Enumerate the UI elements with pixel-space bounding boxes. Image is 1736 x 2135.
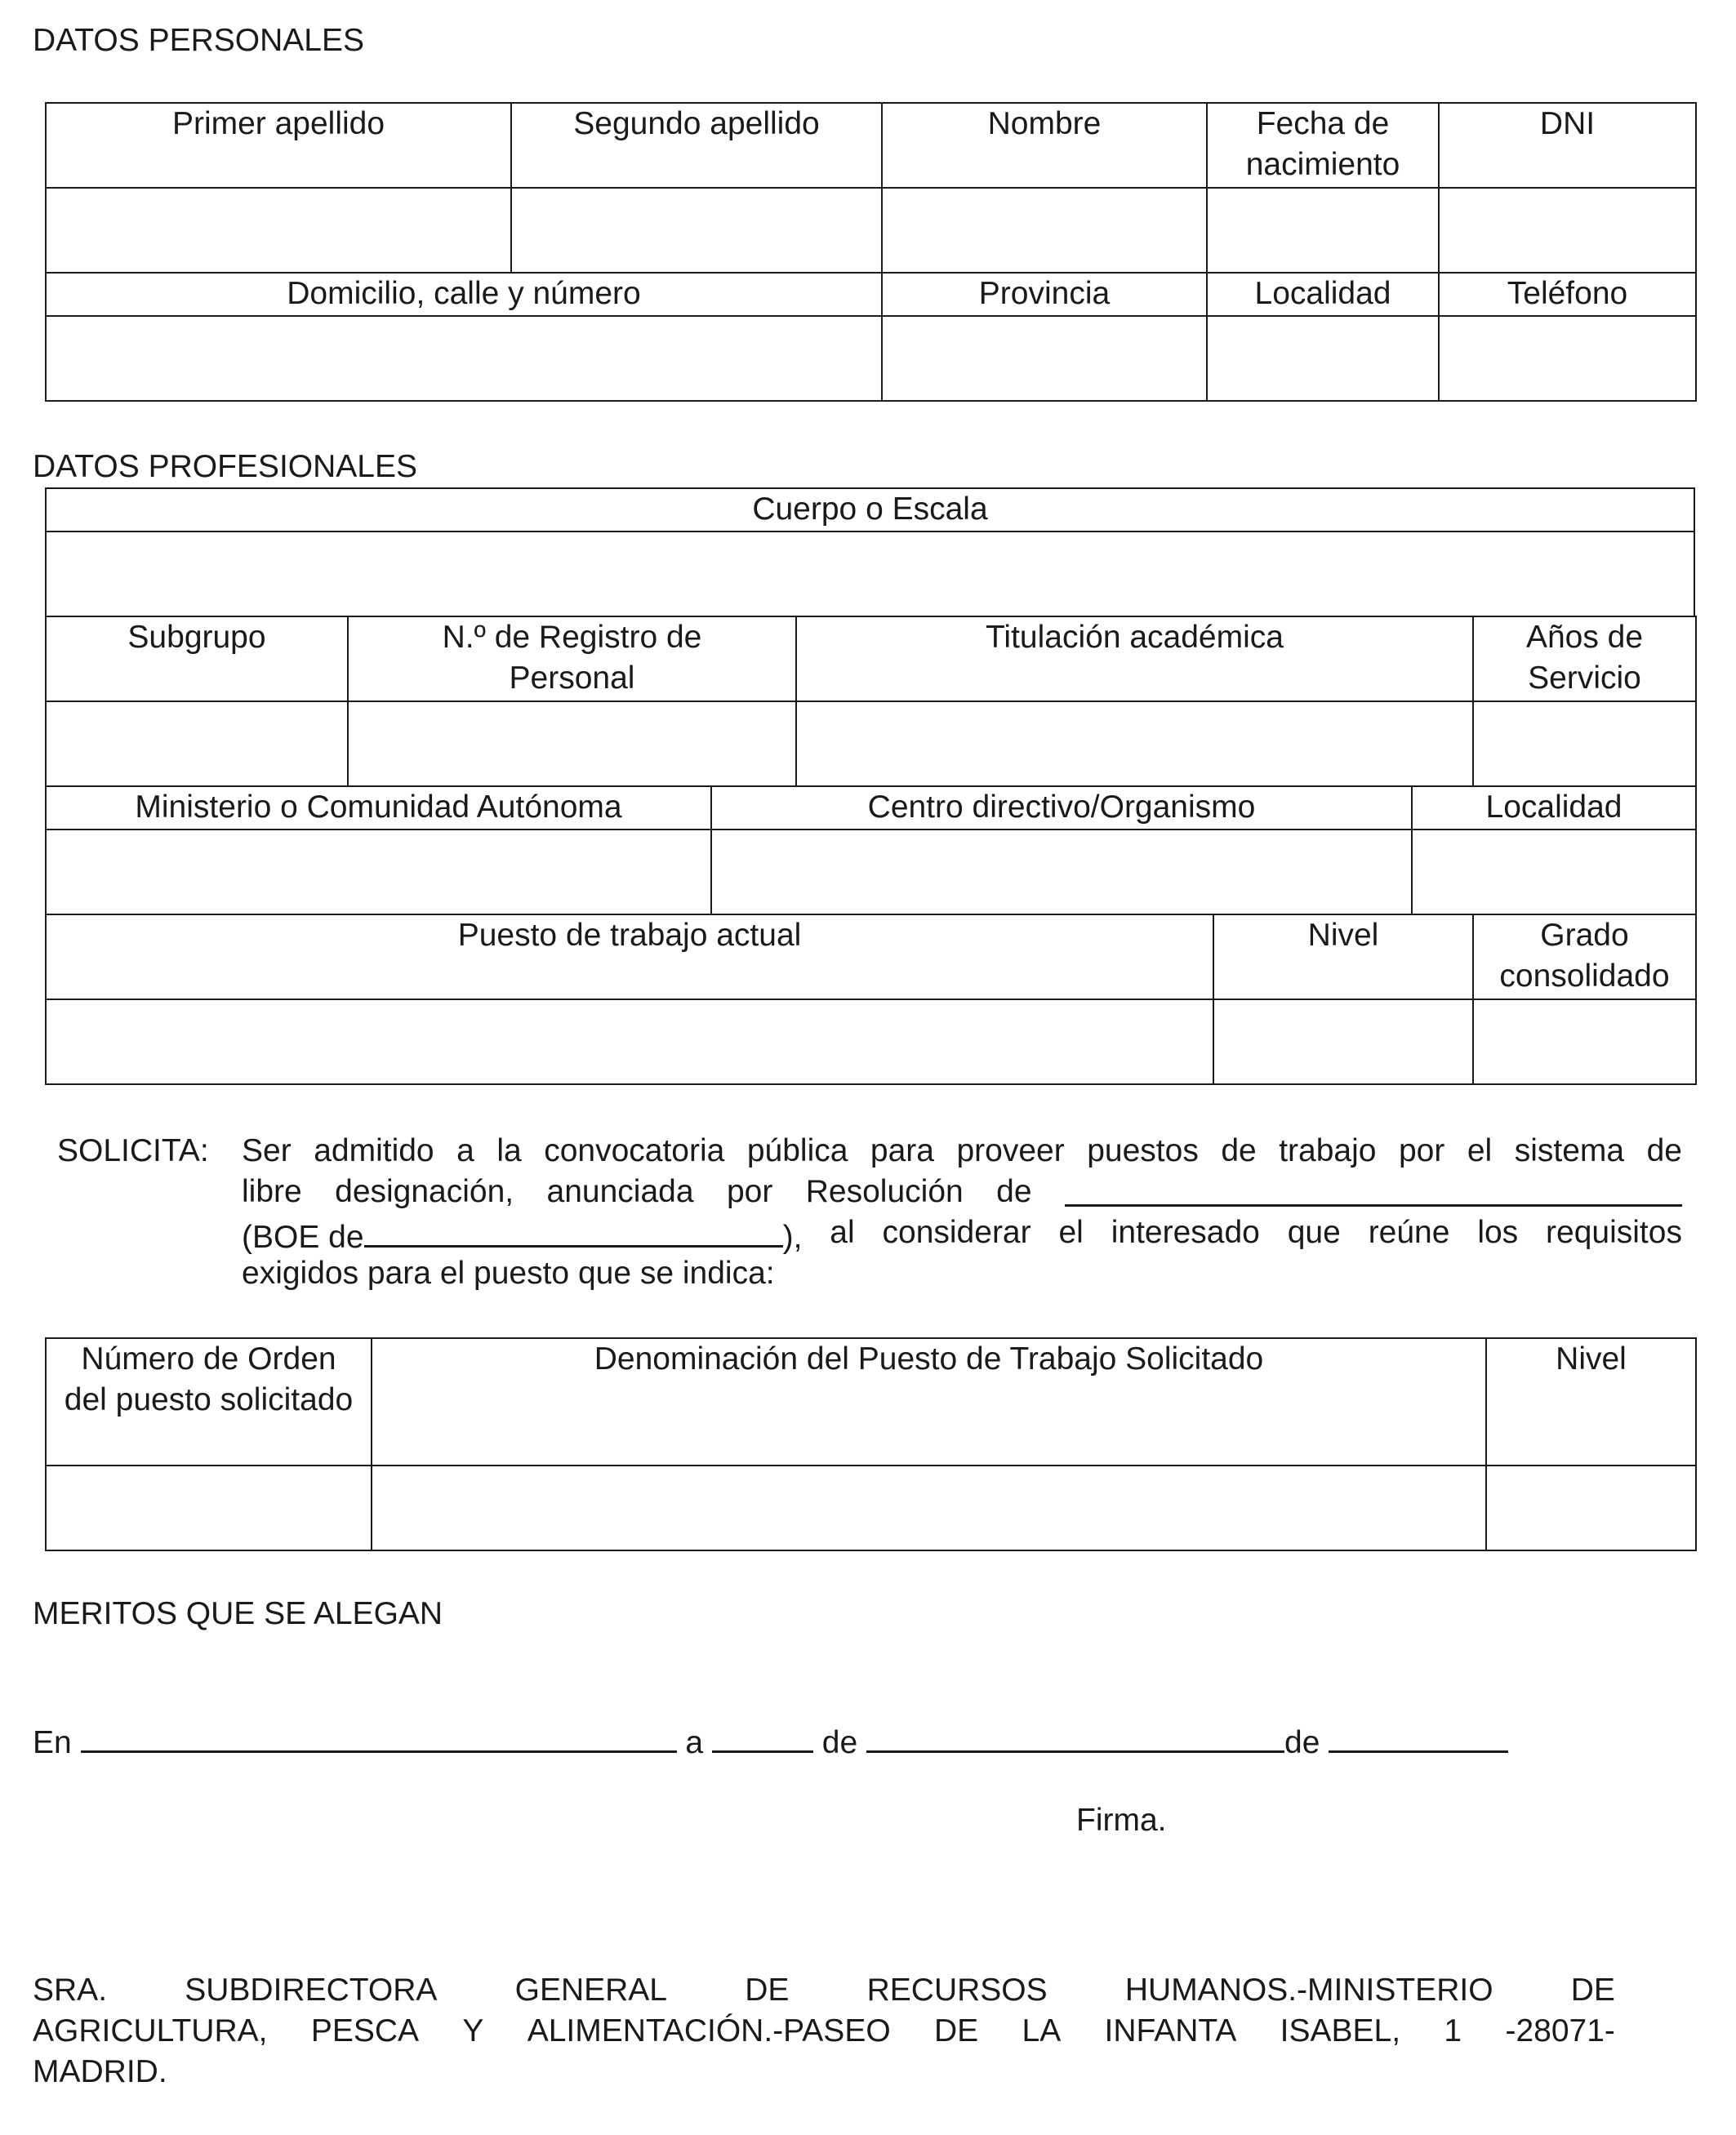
field-titulacion[interactable] (796, 701, 1473, 786)
recipient-address (33, 1970, 1615, 2093)
field-grado-consolidado[interactable] (1473, 999, 1696, 1084)
field-subgrupo[interactable] (46, 701, 348, 786)
field-segundo-apellido[interactable] (511, 188, 882, 273)
solicita-label: SOLICITA: (57, 1133, 209, 1168)
professional-subgrupo-table (45, 616, 1697, 787)
field-domicilio[interactable] (46, 316, 882, 401)
year-field[interactable] (1329, 1718, 1508, 1753)
field-registro-personal[interactable] (348, 701, 796, 786)
month-field[interactable] (866, 1718, 1284, 1753)
recipient-line-3: MADRID. (33, 2054, 167, 2089)
boe-date-field[interactable] (364, 1212, 783, 1248)
section-title-professional: DATOS PROFESIONALES (33, 449, 418, 484)
professional-puesto-table (45, 914, 1697, 1085)
header-nombre: Nombre (882, 103, 1207, 188)
field-nivel-actual[interactable] (1213, 999, 1473, 1084)
field-cuerpo-escala[interactable] (46, 532, 1694, 616)
field-primer-apellido[interactable] (46, 188, 511, 273)
field-provincia[interactable] (882, 316, 1207, 401)
header-dni: DNI (1439, 103, 1696, 188)
field-numero-orden[interactable] (46, 1466, 372, 1550)
date-line: En a de de (33, 1718, 1508, 1764)
header-cuerpo-escala: Cuerpo o Escala (46, 488, 1694, 532)
header-domicilio: Domicilio, calle y número (46, 273, 882, 316)
header-localidad: Localidad (1207, 273, 1439, 316)
solicita-paragraph (242, 1131, 1682, 1294)
header-provincia: Provincia (882, 273, 1207, 316)
header-denominacion-puesto: Denominación del Puesto de Trabajo Solicitado (372, 1338, 1486, 1466)
solicita-line-1: Ser admitido a la convocatoria pública para proveer puestos de trabajo por el sistema de (242, 1133, 1682, 1168)
header-subgrupo: Subgrupo (46, 616, 348, 701)
field-dni[interactable] (1439, 188, 1696, 273)
field-nivel-solicitado[interactable] (1486, 1466, 1696, 1550)
personal-data-table (45, 102, 1697, 402)
field-ministerio[interactable] (46, 830, 711, 914)
place-field[interactable] (81, 1718, 677, 1753)
field-telefono[interactable] (1439, 316, 1696, 401)
professional-cuerpo-table (45, 487, 1695, 617)
recipient-line-2: AGRICULTURA, PESCA Y ALIMENTACIÓN.-PASEO DE LA INFANTA ISABEL, 1 -28071- (33, 2013, 1615, 2048)
field-puesto-actual[interactable] (46, 999, 1213, 1084)
field-localidad-profesional[interactable] (1412, 830, 1696, 914)
day-field[interactable] (712, 1718, 813, 1753)
header-centro-directivo: Centro directivo/Organismo (711, 786, 1412, 830)
header-fecha-nacimiento: Fecha de nacimiento (1207, 103, 1439, 188)
header-ministerio: Ministerio o Comunidad Autónoma (46, 786, 711, 830)
header-puesto-actual: Puesto de trabajo actual (46, 914, 1213, 999)
header-segundo-apellido: Segundo apellido (511, 103, 882, 188)
field-nombre[interactable] (882, 188, 1207, 273)
header-nivel-actual: Nivel (1213, 914, 1473, 999)
field-denominacion-puesto[interactable] (372, 1466, 1486, 1550)
recipient-line-1: SRA. SUBDIRECTORA GENERAL DE RECURSOS HUMANOS.-MINISTERIO DE (33, 1973, 1615, 2008)
header-nivel-solicitado: Nivel (1486, 1338, 1696, 1466)
section-title-meritos: MERITOS QUE SE ALEGAN (33, 1596, 443, 1631)
header-primer-apellido: Primer apellido (46, 103, 511, 188)
header-titulacion: Titulación académica (796, 616, 1473, 701)
header-numero-orden: Número de Orden del puesto solicitado (46, 1338, 372, 1466)
resolucion-date-field[interactable] (1065, 1172, 1682, 1207)
header-telefono: Teléfono (1439, 273, 1696, 316)
solicita-line-4: exigidos para el puesto que se indica: (242, 1256, 775, 1291)
field-localidad[interactable] (1207, 316, 1439, 401)
field-fecha-nacimiento[interactable] (1207, 188, 1439, 273)
professional-ministerio-table (45, 785, 1697, 915)
field-anos-servicio[interactable] (1473, 701, 1696, 786)
header-localidad-profesional: Localidad (1412, 786, 1696, 830)
request-table (45, 1337, 1697, 1551)
firma-label: Firma. (1076, 1803, 1167, 1838)
solicita-line-2: libre designación, anunciada por Resolución de (242, 1172, 1682, 1212)
header-anos-servicio: Años de Servicio (1473, 616, 1696, 701)
header-grado-consolidado: Grado consolidado (1473, 914, 1696, 999)
field-centro-directivo[interactable] (711, 830, 1412, 914)
solicita-line-3: (BOE de ), al considerar el interesado que reúne los requisitos (242, 1212, 1682, 1253)
header-registro-personal: N.º de Registro de Personal (348, 616, 796, 701)
section-title-personal: DATOS PERSONALES (33, 23, 365, 58)
